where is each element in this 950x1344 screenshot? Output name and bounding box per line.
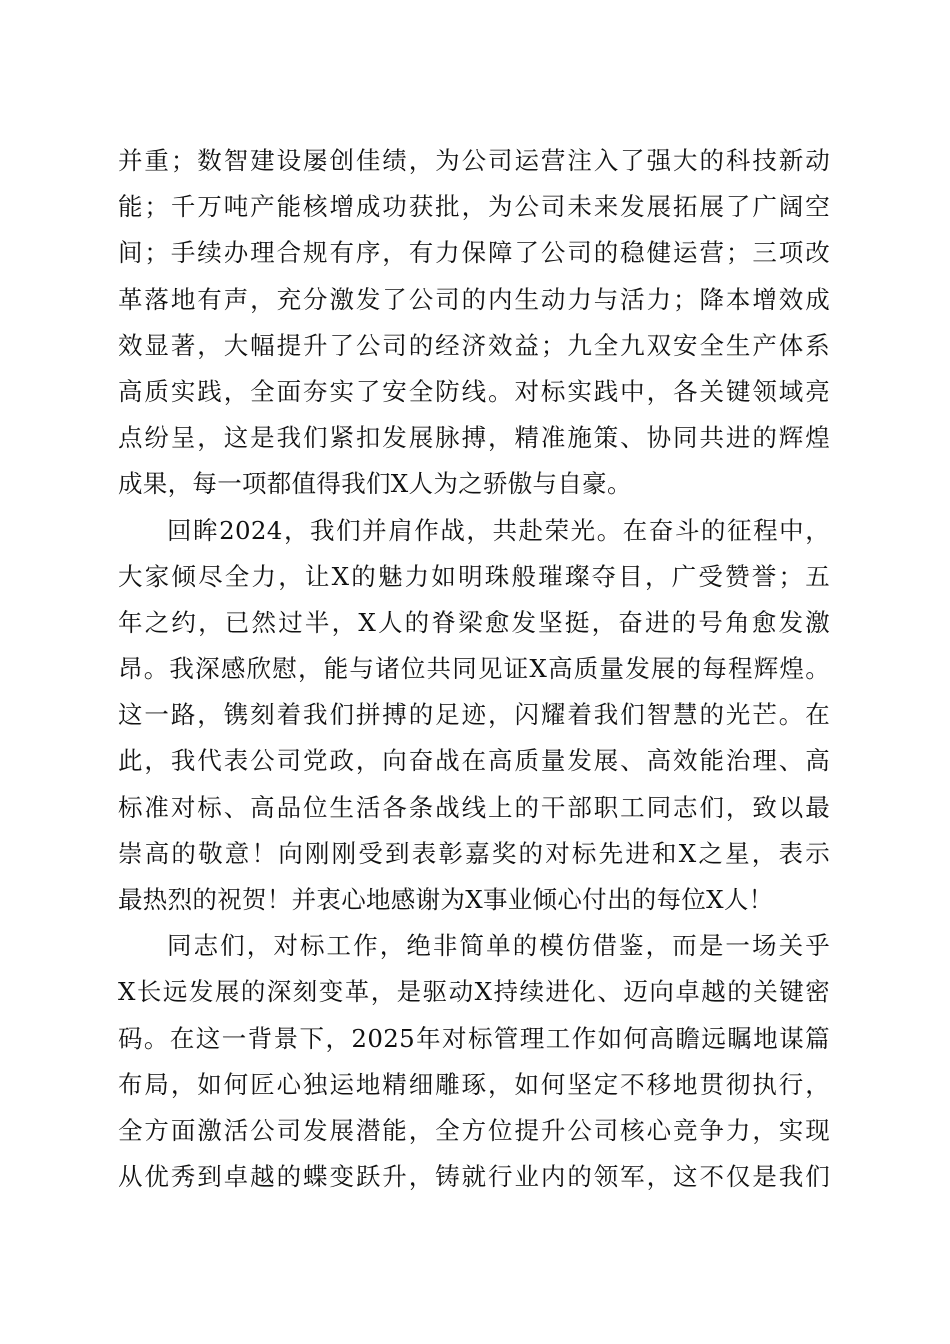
text-line: 布局，如何匠心独运地精细雕琢，如何坚定不移地贯彻执行，: [118, 1069, 830, 1099]
text-line: 标准对标、高品位生活各条战线上的干部职工同志们，致以最: [118, 792, 830, 822]
body-text: [118, 138, 830, 1200]
text-line: 回眸2024，我们并肩作战，共赴荣光。在奋斗的征程中，: [167, 515, 830, 545]
paragraph-2: [118, 508, 830, 924]
text-line: 年之约，已然过半，X人的脊梁愈发坚挺，奋进的号角愈发激: [118, 607, 830, 637]
text-line: 革落地有声，充分激发了公司的内生动力与活力；降本增效成: [118, 284, 830, 314]
text-line: 崇高的敬意！向刚刚受到表彰嘉奖的对标先进和X之星，表示: [118, 838, 830, 868]
text-line: 间；手续办理合规有序，有力保障了公司的稳健运营；三项改: [118, 238, 830, 268]
text-line: 码。在这一背景下，2025年对标管理工作如何高瞻远瞩地谋篇: [118, 1023, 830, 1053]
text-line: 全方面激活公司发展潜能，全方位提升公司核心竞争力，实现: [118, 1115, 830, 1145]
text-line: 从优秀到卓越的蝶变跃升，铸就行业内的领军，这不仅是我们: [118, 1162, 830, 1192]
text-line: X长远发展的深刻变革，是驱动X持续进化、迈向卓越的关键密: [118, 977, 830, 1007]
text-line: 同志们，对标工作，绝非简单的模仿借鉴，而是一场关乎: [167, 931, 830, 961]
paragraph-3: [118, 923, 830, 1200]
text-line: 最热烈的祝贺！并衷心地感谢为X事业倾心付出的每位X人！: [118, 885, 774, 914]
text-line: 点纷呈，这是我们紧扣发展脉搏，精准施策、协同共进的辉煌: [118, 423, 830, 453]
text-line: 并重；数智建设屡创佳绩，为公司运营注入了强大的科技新动: [118, 146, 830, 175]
paragraph-1: [118, 138, 830, 508]
text-line: 成果，每一项都值得我们X人为之骄傲与自豪。: [118, 469, 632, 499]
text-line: 高质实践，全面夯实了安全防线。对标实践中，各关键领域亮: [118, 376, 830, 406]
text-line: 大家倾尽全力，让X的魅力如明珠般璀璨夺目，广受赞誉；五: [118, 561, 830, 591]
text-line: 昂。我深感欣慰，能与诸位共同见证X高质量发展的每程辉煌。: [118, 654, 830, 684]
text-line: 此，我代表公司党政，向奋战在高质量发展、高效能治理、高: [118, 746, 830, 776]
text-line: 效显著，大幅提升了公司的经济效益；九全九双安全生产体系: [118, 330, 830, 360]
text-line: 这一路，镌刻着我们拼搏的足迹，闪耀着我们智慧的光芒。在: [118, 700, 830, 730]
text-line: 能；千万吨产能核增成功获批，为公司未来发展拓展了广阔空: [118, 192, 830, 222]
